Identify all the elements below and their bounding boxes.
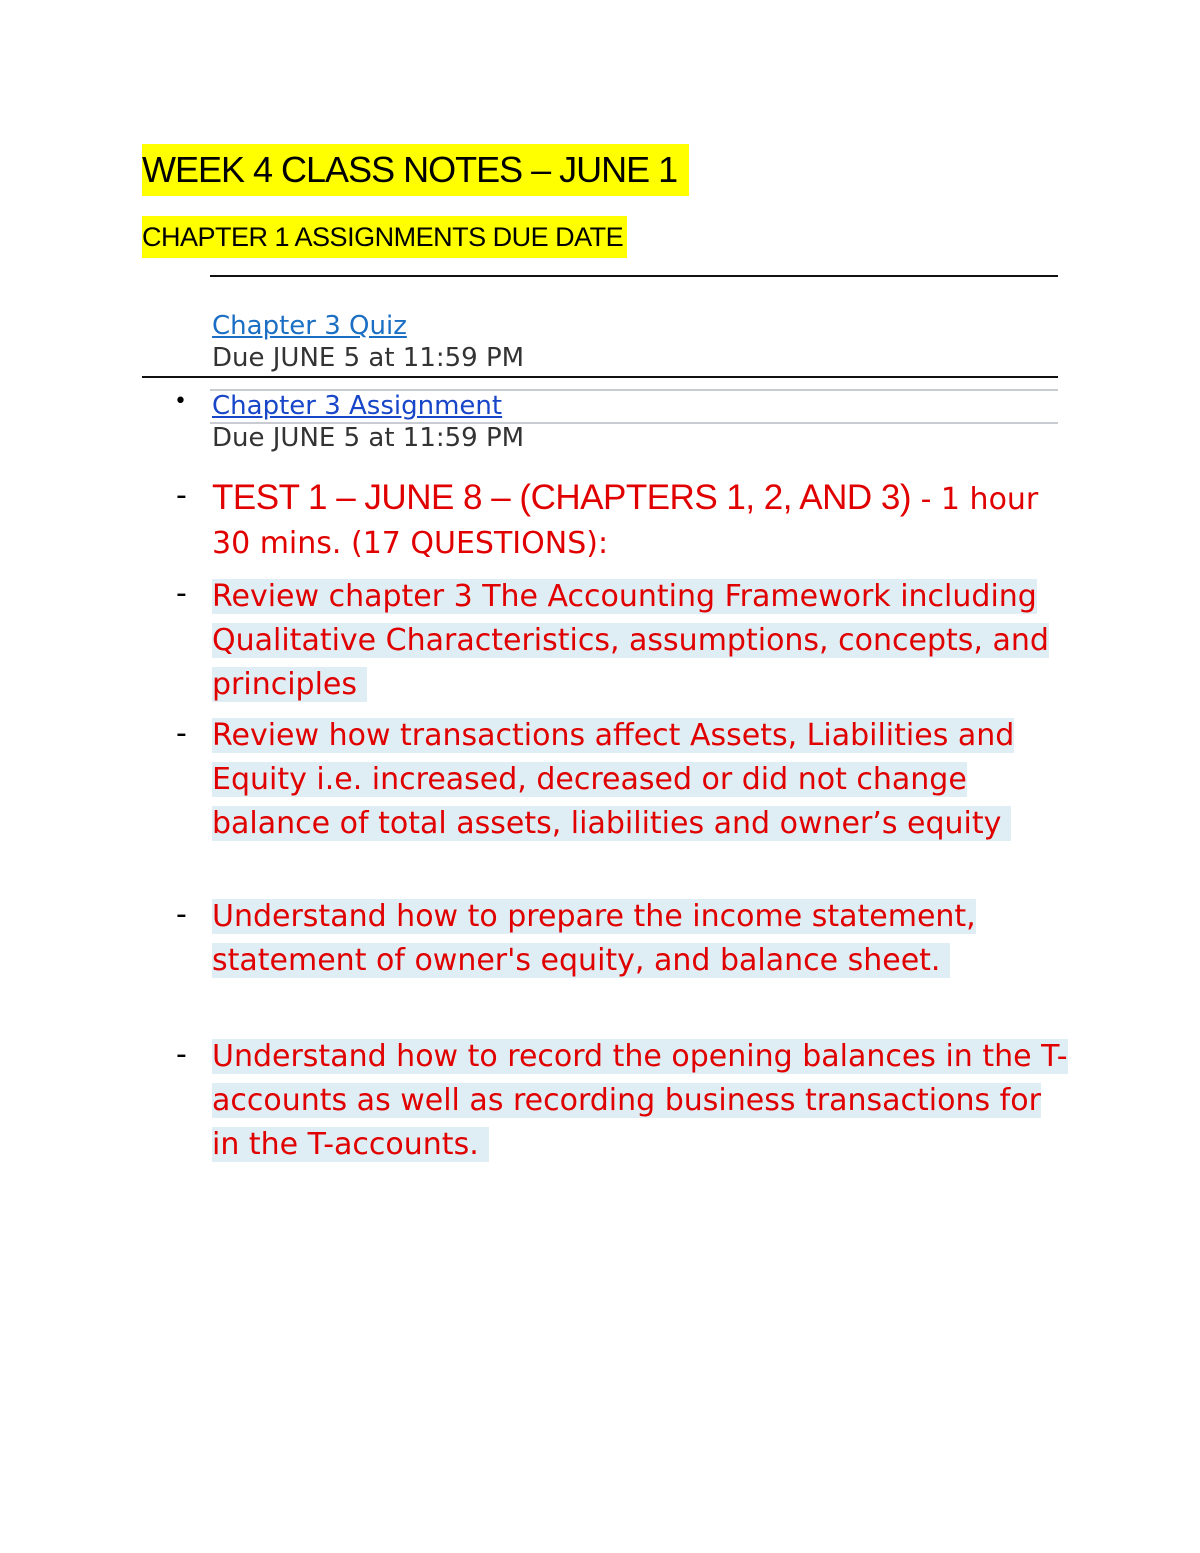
chapter-3-quiz-link[interactable]: Chapter 3 Quiz <box>212 311 407 341</box>
dash-marker: - <box>176 1037 187 1072</box>
page-subtitle: CHAPTER 1 ASSIGNMENTS DUE DATE <box>142 216 627 258</box>
list-item <box>212 575 1072 707</box>
assignment-quiz <box>212 310 524 374</box>
list-item <box>212 1035 1072 1167</box>
chapter-3-assignment-link[interactable]: Chapter 3 Assignment <box>212 391 503 421</box>
page-title: WEEK 4 CLASS NOTES – JUNE 1 <box>142 144 689 196</box>
list-item <box>212 895 1072 983</box>
quiz-due-date: Due JUNE 5 at 11:59 PM <box>212 343 525 373</box>
list-item <box>212 714 1072 846</box>
bullet-icon: • <box>174 389 187 414</box>
test-headline: TEST 1 – JUNE 8 – (CHAPTERS 1, 2, AND 3) <box>212 478 912 517</box>
review-item-text: Review how transactions affect Assets, Liabilities and Equity i.e. increased, decreased or did not change balance of total assets, liabilities and owner’s equity <box>212 718 1015 841</box>
test-item <box>212 476 1072 566</box>
review-item-text: Review chapter 3 The Accounting Framework including Qualitative Characteristics, assumptions, concepts, and principles <box>212 579 1049 702</box>
test-details: - 1 hour 30 mins. (17 QUESTIONS): <box>212 482 1039 561</box>
review-item-text: Understand how to record the opening balances in the T-accounts as well as recording business transactions for in the T-accounts. <box>212 1039 1068 1162</box>
dash-marker: - <box>176 897 187 932</box>
assignment-due-date: Due JUNE 5 at 11:59 PM <box>212 423 525 453</box>
divider-middle <box>142 376 1058 378</box>
dash-marker: - <box>176 576 187 611</box>
dash-marker: - <box>176 716 187 751</box>
divider-top <box>210 275 1058 277</box>
divider-light-bottom <box>210 422 1058 424</box>
review-item-text: Understand how to prepare the income statement, statement of owner's equity, and balance sheet. <box>212 899 976 978</box>
dash-marker: - <box>176 478 187 513</box>
